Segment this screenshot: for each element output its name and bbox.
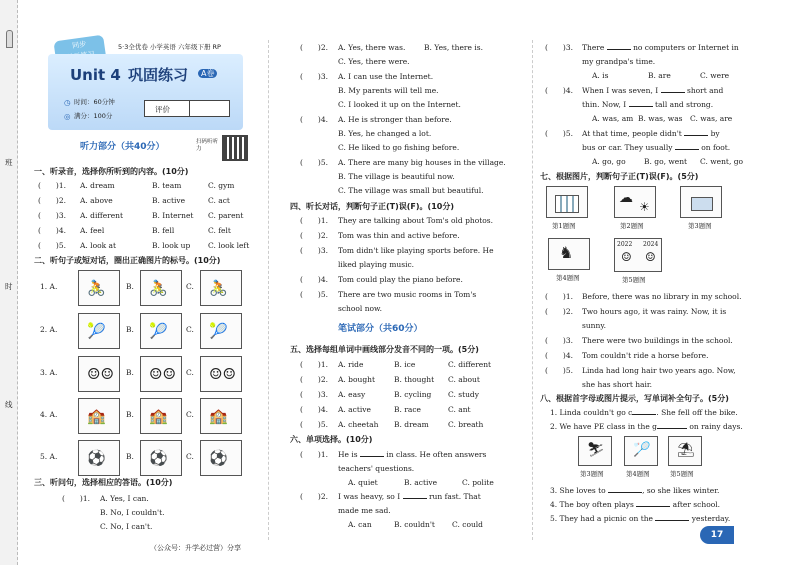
option-b: B. team (152, 181, 182, 190)
full-score: 满分：100分 (74, 112, 113, 120)
option-picture[interactable] (140, 440, 182, 476)
binding-label-class: 班 (5, 158, 13, 167)
bike-rider-icon: 🚴 (149, 279, 168, 297)
row-label: 1. A. (40, 282, 58, 291)
option-a: A. above (80, 196, 113, 205)
statement: Tom couldn't ride a horse before. (582, 351, 709, 360)
option-c: C. The village was small but beautiful. (338, 186, 484, 195)
binding-label-line: 线 (5, 400, 13, 409)
statement: There are two music rooms in Tom's (338, 290, 477, 299)
option-c: C. about (448, 375, 480, 384)
statement: Tom didn't like playing sports before. He (338, 246, 494, 255)
question-cont: thin. Now, I tall and strong. (582, 100, 714, 109)
sports-icon: ⚽ (209, 449, 228, 467)
beach-picture (668, 436, 702, 466)
option-label: C. (186, 452, 194, 461)
option-picture[interactable] (200, 270, 242, 306)
option-a: A. dream (80, 181, 115, 190)
q-number: ( )4. (300, 405, 329, 414)
option-b: B. was, was (638, 114, 683, 123)
option-a: A. feel (80, 226, 105, 235)
statement: Two hours ago, it was rainy. Now, it is (582, 307, 727, 316)
sun-icon: ☀ (639, 200, 650, 214)
option-label: B. (126, 325, 134, 334)
statement: Before, there was no library in my school. (582, 292, 742, 301)
option-c: C. breath (448, 420, 484, 429)
option-b: B. ice (394, 360, 416, 369)
girl-icon: ☺ (621, 250, 632, 264)
question: He is in class. He often answers (338, 450, 487, 459)
evaluation-box (144, 100, 230, 117)
option-label: B. (126, 410, 134, 419)
section-6-title: 六、单项选择。(10分) (290, 435, 373, 444)
option-picture[interactable] (140, 398, 182, 434)
option-a: A. look at (80, 241, 117, 250)
beach-icon: ⛱ (677, 442, 695, 458)
q-number: ( )2. (300, 43, 329, 52)
option-picture[interactable] (78, 313, 120, 349)
sentence: 3. She loves to , so she likes winter. (550, 486, 720, 495)
statement: Tom was thin and active before. (338, 231, 460, 240)
option-b: B. active (152, 196, 186, 205)
statement: There were two buildings in the school. (582, 336, 733, 345)
q-number: ( )5. (300, 158, 329, 167)
question-cont: my grandpa's time. (582, 57, 656, 66)
girl-icon: ☺ (645, 250, 656, 264)
option-a: A. He is stronger than before. (338, 115, 452, 124)
option-c: C. act (208, 196, 230, 205)
option-b: B. dream (394, 420, 429, 429)
q-number: ( )4. (545, 86, 574, 95)
skiing-picture (578, 436, 612, 466)
question-cont: teachers' questions. (338, 464, 415, 473)
q-number: ( )4. (300, 115, 329, 124)
sports-icon: ⚽ (149, 449, 168, 467)
q-number: ( )3. (38, 211, 67, 220)
option-c: C. ant (448, 405, 471, 414)
tennis-player-icon: 🎾 (149, 322, 168, 340)
picture-caption: 第4题图 (626, 470, 650, 478)
skier-icon: ⛷ (587, 442, 605, 458)
page-number: 17 (700, 526, 734, 544)
sentence: 4. The boy often plays after school. (550, 500, 721, 509)
q-number: ( )3. (300, 390, 329, 399)
picture-caption: 第5题图 (622, 276, 646, 284)
option-picture[interactable] (78, 356, 120, 392)
house-picture (680, 186, 722, 218)
park-icon: 🏫 (209, 407, 228, 425)
picture-caption: 第1题图 (552, 222, 576, 230)
friends-icon: ☺☺ (87, 365, 114, 383)
q-number: ( )3. (300, 72, 329, 81)
evaluation-divider (189, 101, 190, 116)
option-c: C. No, I can't. (100, 522, 153, 531)
option-label: B. (126, 452, 134, 461)
option-a: A. quiet (348, 478, 378, 487)
q-number: ( )3. (545, 336, 574, 345)
option-b: B. are (648, 71, 671, 80)
listening-title: 听力部分（共40分） (80, 142, 165, 152)
horse-icon: ♞ (559, 243, 574, 262)
girl-picture (614, 238, 662, 272)
year-label: 2024 (643, 241, 659, 248)
level-badge: A卷 (198, 69, 217, 78)
option-picture[interactable] (200, 356, 242, 392)
option-c: C. felt (208, 226, 231, 235)
horse-picture (548, 238, 590, 270)
option-b: B. fell (152, 226, 175, 235)
header-panel (48, 54, 243, 130)
statement: They are talking about Tom's old photos. (338, 216, 493, 225)
option-b: B. thought (394, 375, 435, 384)
q-number: ( )4. (38, 226, 67, 235)
building-icon (555, 195, 579, 213)
option-c: C. He liked to go fishing before. (338, 143, 460, 152)
option-a: A. I can use the Internet. (338, 72, 434, 81)
option-b: B. No, I couldn't. (100, 508, 165, 517)
option-a: A. can (348, 520, 372, 529)
q-number: ( )2. (300, 375, 329, 384)
option-b: B. Internet (152, 211, 194, 220)
picture-caption: 第3题图 (580, 470, 604, 478)
qr-label: 扫码听听力 (196, 139, 219, 152)
question-cont: made me sad. (338, 506, 391, 515)
row-label: 3. A. (40, 368, 58, 377)
q-number: ( )1. (38, 181, 67, 190)
statement-cont: sunny. (582, 321, 606, 330)
section-7-title: 七、根据图片，判断句子正(T)误(F)。(5分) (540, 172, 699, 181)
picture-caption: 第3题图 (688, 222, 712, 230)
option-c: C. polite (462, 478, 494, 487)
section-8-title: 八、根据首字母或图片提示，写单词补全句子。(5分) (540, 394, 729, 403)
section-2-title: 二、听句子或短对话，圈出正确图片的标号。(10分) (34, 256, 221, 265)
picture-caption: 第2题图 (620, 222, 644, 230)
picture-caption: 第5题图 (670, 470, 694, 478)
option-c: C. Yes, there were. (338, 57, 410, 66)
option-b: B. go, went (644, 157, 688, 166)
sentence: 2. We have PE class in the g on rainy days. (550, 422, 743, 431)
option-c: C. went, go (700, 157, 744, 166)
written-title: 笔试部分（共60分） (338, 324, 423, 334)
option-picture[interactable] (78, 398, 120, 434)
option-c: C. were (700, 71, 730, 80)
cloud-icon: ☁ (619, 190, 633, 206)
row-label: 4. A. (40, 410, 58, 419)
friends-icon: ☺☺ (209, 365, 236, 383)
option-b: B. Yes, he changed a lot. (338, 129, 432, 138)
q-number: ( )5. (545, 366, 574, 375)
section-5-title: 五、选择每组单词中画线部分发音不同的一项。(5分) (290, 345, 479, 354)
bike-rider-icon: 🚴 (87, 279, 106, 297)
option-c: C. was, are (690, 114, 733, 123)
q-number: ( )1. (300, 216, 329, 225)
option-b: B. My parents will tell me. (338, 86, 439, 95)
park-icon: 🏫 (87, 407, 106, 425)
option-picture[interactable] (78, 440, 120, 476)
house-icon (691, 197, 713, 211)
tennis-player-icon: 🎾 (87, 322, 106, 340)
option-picture[interactable] (140, 356, 182, 392)
tennis-player-icon: 🎾 (209, 322, 228, 340)
q-number: ( )4. (545, 351, 574, 360)
option-b: B. Yes, there is. (424, 43, 483, 52)
park-icon: 🏫 (149, 407, 168, 425)
score-icon: ◎ (64, 112, 71, 121)
column-divider-2 (532, 40, 533, 540)
unit-title: 巩固练习 (128, 66, 189, 84)
option-label: C. (186, 410, 194, 419)
option-a: A. different (80, 211, 124, 220)
option-label: C. (186, 282, 194, 291)
statement-cont: school now. (338, 304, 382, 313)
q-number: ( )1. (300, 360, 329, 369)
q-number: ( )4. (300, 275, 329, 284)
option-c: C. different (448, 360, 492, 369)
binding-icon (6, 30, 13, 48)
sentence: 1. Linda couldn't go c . She fell off the bike. (550, 408, 738, 417)
q-number: ( )5. (300, 290, 329, 299)
series-title: 5·3全优卷 小学英语 六年级下册 RP (118, 43, 221, 51)
q-number: ( )5. (300, 420, 329, 429)
q-number: ( )1. (545, 292, 574, 301)
option-a: A. go, go (592, 157, 626, 166)
q-number: ( )5. (38, 241, 67, 250)
option-b: B. cycling (394, 390, 432, 399)
option-label: C. (186, 368, 194, 377)
option-picture[interactable] (78, 270, 120, 306)
option-b: B. look up (152, 241, 191, 250)
option-a: A. There are many big houses in the village. (338, 158, 506, 167)
option-a: A. ride (338, 360, 364, 369)
option-c: C. study (448, 390, 479, 399)
q-number: ( )2. (300, 492, 329, 501)
option-a: A. easy (338, 390, 366, 399)
q-number: ( )1. (300, 450, 329, 459)
option-a: A. active (338, 405, 371, 414)
footer-source: （公众号：升学必过营）分享 (150, 544, 241, 552)
qr-code (222, 135, 248, 161)
badminton-icon: 🏸 (633, 442, 651, 458)
badge-top: 同步 (71, 40, 87, 50)
friends-icon: ☺☺ (149, 365, 176, 383)
option-label: B. (126, 368, 134, 377)
unit-number: Unit 4 (70, 66, 121, 84)
option-b: B. race (394, 405, 421, 414)
statement: Tom could play the piano before. (338, 275, 463, 284)
picture-caption: 第4题图 (556, 274, 580, 282)
statement-cont: liked playing music. (338, 260, 415, 269)
time-limit: 时间：60分钟 (74, 98, 115, 106)
option-a: A. bought (338, 375, 375, 384)
q-number: ( )2. (300, 231, 329, 240)
question: When I was seven, I short and (582, 86, 724, 95)
weather-picture (614, 186, 656, 218)
option-a: A. Yes, there was. (338, 43, 406, 52)
q-number: ( )3. (300, 246, 329, 255)
sentence: 5. They had a picnic on the yesterday. (550, 514, 731, 523)
row-label: 2. A. (40, 325, 58, 334)
evaluation-label: 评价 (155, 105, 170, 114)
binding-label-time: 时 (5, 282, 13, 291)
q-number: ( )2. (38, 196, 67, 205)
option-a: A. cheetah (338, 420, 379, 429)
option-picture[interactable] (200, 398, 242, 434)
option-b: B. The village is beautiful now. (338, 172, 455, 181)
option-c: C. parent (208, 211, 244, 220)
option-picture[interactable] (200, 440, 242, 476)
option-c: C. I looked it up on the Internet. (338, 100, 461, 109)
option-label: B. (126, 282, 134, 291)
section-3-title: 三、听问句，选择相应的答语。(10分) (34, 478, 173, 487)
q-number: ( )3. (545, 43, 574, 52)
q-number: ( )1. (62, 494, 91, 503)
option-a: A. is (592, 71, 609, 80)
option-a: A. Yes, I can. (100, 494, 149, 503)
question: There no computers or Internet in (582, 43, 739, 52)
q-number: ( )2. (545, 307, 574, 316)
option-picture[interactable] (200, 313, 242, 349)
option-a: A. was, am (592, 114, 634, 123)
clock-icon: ◷ (64, 98, 71, 107)
sports-icon: ⚽ (87, 449, 106, 467)
option-b: B. couldn't (394, 520, 435, 529)
option-c: C. look left (208, 241, 250, 250)
option-picture[interactable] (140, 270, 182, 306)
option-b: B. active (404, 478, 438, 487)
statement: Linda had long hair two years ago. Now, (582, 366, 736, 375)
option-label: C. (186, 325, 194, 334)
section-1-title: 一、听录音，选择你所听到的内容。(10分) (34, 167, 189, 176)
option-c: C. gym (208, 181, 235, 190)
statement-cont: she has short hair. (582, 380, 653, 389)
question: I was heavy, so I run fast. That (338, 492, 481, 501)
badminton-picture (624, 436, 658, 466)
option-picture[interactable] (140, 313, 182, 349)
question-cont: bus or car. They usually on foot. (582, 143, 731, 152)
column-divider-1 (268, 40, 269, 540)
question: At that time, people didn't by (582, 129, 720, 138)
bike-rider-icon: 🚴 (209, 279, 228, 297)
q-number: ( )5. (545, 129, 574, 138)
binding-margin (0, 0, 18, 565)
school-picture (546, 186, 588, 218)
year-label: 2022 (617, 241, 633, 248)
section-4-title: 四、听长对话，判断句子正(T)误(F)。(10分) (290, 202, 454, 211)
row-label: 5. A. (40, 452, 58, 461)
option-c: C. could (452, 520, 483, 529)
